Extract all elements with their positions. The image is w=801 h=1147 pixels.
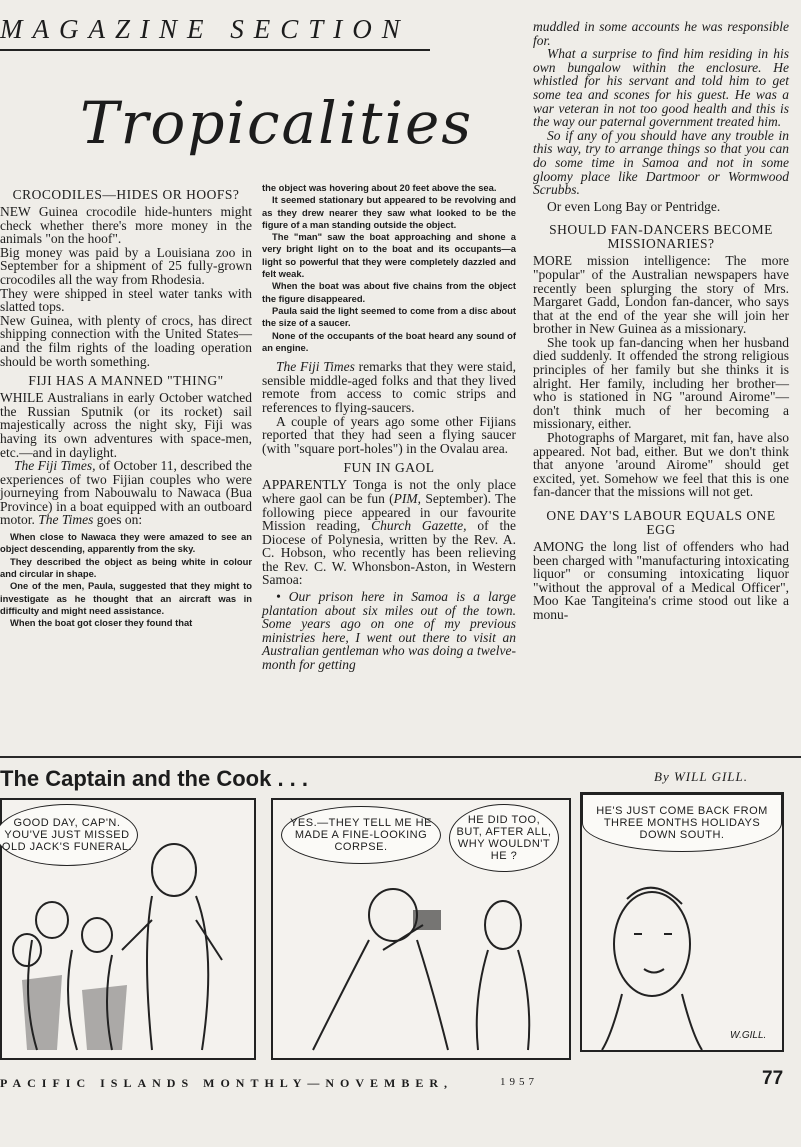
paragraph: New Guinea, with plenty of crocs, has direct shipping connection with the United States—and the film rights of the loading operation should be worth something. (0, 312, 252, 369)
paragraph: APPARENTLY Tonga is not the only place where gaol can be fun (PIM, September). The following piece appeared in our favourite Mission reading, Church Gazette, of the Diocese of Polynesia, written by the Rev. A. C. Hobson, who recently has been relieving the Rev. C. W. Whonsbon-Aston, in Western Samoa: (262, 477, 516, 588)
comic-illustration-3 (582, 794, 782, 1050)
artist-signature: W.GILL. (730, 1030, 767, 1041)
column-1 (0, 182, 252, 747)
quoted-report: When close to Nawaca they were amazed to see an object descending, apparently from the sky. They described the object as being white in colour and circular in shape. One of the men, Paula, suggested that they might to investigate as he thought that an aircraft was in difficulty and might need assistance. When the boat got closer they found that (0, 531, 252, 629)
page-number: 77 (762, 1068, 784, 1089)
headline-fan-dancers: SHOULD FAN-DANCERS BECOME MISSIONARIES? (549, 222, 773, 252)
paragraph: They were shipped in steel water tanks with slatted tops. (0, 285, 252, 315)
column-2 (262, 182, 516, 747)
paragraph: MORE mission intelligence: The more "popular" of the Australian newspapers have recently been splurging the story of Mrs. Margaret Gadd, London fan-dancer, who says that at the end of the year she will join her brother in New Guinea as a missionary. (533, 253, 789, 337)
quoted-passage: muddled in some accounts he was responsible for. (533, 19, 789, 48)
paragraph: AMONG the long list of offenders who had been charged with "manufacturing intoxicating liquor" or consuming intoxicating liquor "without the approval of a Medical Officer", Moo Kae Tangiteina's crime stood out like a monu- (533, 539, 789, 622)
column-banner: Tropicalities (80, 89, 474, 157)
footer-year: 1957 (500, 1076, 538, 1088)
quoted-passage: • Our prison here in Samoa is a large plantation about six miles out of the town. Some years ago on one of my previous ministries here, I went out there to visit an Australian gentleman who was doing a twelve-month for getting (262, 589, 516, 673)
headline-crocodiles: CROCODILES—HIDES OR HOOFS? (12, 187, 240, 202)
comic-panel-2 (271, 798, 571, 1060)
paragraph: She took up fan-dancing when her husband died suddenly. It offended the strong religious principles of her family but she thinks it is alright. Her family, including her brother—who is stationed in NG "around Airome"—don't think much of her becoming a missionary, either. (533, 334, 789, 432)
speech-bubble: YES.—THEY TELL ME HE MADE A FINE-LOOKING CORPSE. (281, 806, 441, 864)
speech-bubble: GOOD DAY, CAP'N. YOU'VE JUST MISSED OLD JACK'S FUNERAL. (0, 804, 138, 866)
comic-panel-1 (0, 798, 256, 1060)
comic-panel-3 (580, 792, 784, 1052)
speech-bubble: HE'S JUST COME BACK FROM THREE MONTHS HOLIDAYS DOWN SOUTH. (582, 794, 782, 852)
paragraph: Or even Long Bay or Pentridge. (547, 198, 721, 214)
paragraph: A couple of years ago some other Fijians reported that they had seen a flying saucer (with "square port-holes") in the Ovalau area. (262, 413, 516, 456)
comic-illustration-2 (273, 800, 569, 1058)
divider (0, 756, 801, 758)
headline-fiji-thing: FIJI HAS A MANNED "THING" (28, 373, 224, 389)
comic-illustration-1 (2, 800, 254, 1058)
headline-fun-in-gaol: FUN IN GAOL (343, 460, 435, 476)
paragraph: WHILE Australians in early October watched the Russian Sputnik (or its rocket) sail majestically across the night sky, Fiji was having its own adventures with space-men, etc.—and in daylight. (0, 390, 252, 460)
quoted-report-continued: the object was hovering about 20 feet above the sea. It seemed stationary but appeared to be revolving and as they drew nearer they saw what looked to be the figure of a man standing outside the object. The "man" saw the boat approaching and shone a very bright light on to the boat and its occupants—a light so powerful that they were completely dazzled and felt weak. When the boat was about five chains from the object the figure disappeared. Paula said the light seemed to come from a disc about the size of a saucer. None of the occupants of the boat heard any sound of an engine. (262, 182, 516, 353)
paragraph: Big money was paid by a Louisiana zoo in September for a shipment of 25 fully-grown crocodiles all the way from Rhodesia. (0, 244, 252, 287)
headline-labour-egg: ONE DAY'S LABOUR EQUALS ONE EGG (546, 508, 776, 537)
column-3 (533, 20, 789, 747)
speech-bubble: HE DID TOO, BUT, AFTER ALL, WHY WOULDN'T HE ? (449, 804, 559, 872)
quoted-passage: So if any of you should have any trouble in this way, try to arrange things so that you can do some time in Samoa and not in some gloomy place like Dartmoor or Wormwood Scrubbs. (533, 127, 789, 198)
section-header: MAGAZINE SECTION (0, 14, 430, 51)
paragraph: NEW Guinea crocodile hide-hunters might check whether there's more money in the animals "on the hoof". (0, 204, 252, 247)
comic-title: The Captain and the Cook . . . (0, 766, 309, 791)
paragraph: Photographs of Margaret, mit fan, have also appeared. Not bad, either. But we don't think that anyone 'around Airome" should get excited, yet. Somehow we feel that this is one fan-dancer that the missions will not get. (533, 430, 789, 500)
paragraph: The Fiji Times remarks that they were staid, sensible middle-aged folks and that they lived remote from access to comic strips and references to flying-saucers. (262, 359, 516, 415)
paragraph: The Fiji Times, of October 11, described the experiences of two Fijian couples who were journeying from Nabouwalu to Nawaca (Bua Province) in a boat equipped with an outboard motor. The Times goes on: (0, 458, 252, 528)
quoted-passage: What a surprise to find him residing in his own bungalow within the enclosure. He whistled for his servant and told him to get some tea and scones for his guest. He was a war veteran in not too good health and this is the way our paternal government treated him. (533, 46, 789, 130)
footer-publication: PACIFIC ISLANDS MONTHLY—NOVEMBER, (0, 1076, 454, 1090)
comic-byline: By WILL GILL. (654, 769, 749, 784)
